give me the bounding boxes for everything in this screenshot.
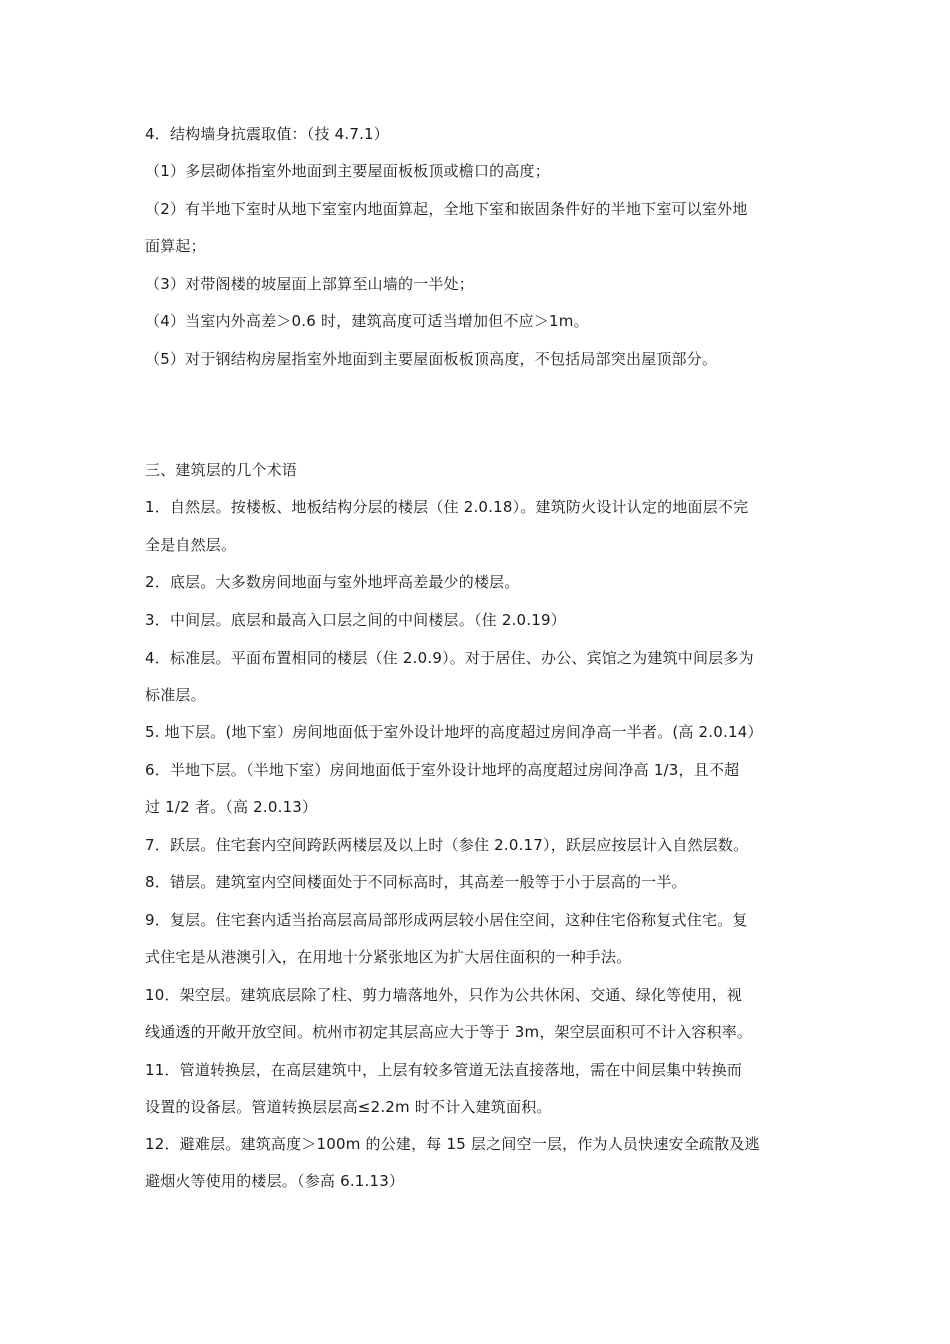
paragraph-line: 标准层。 [145, 686, 206, 704]
paragraph-line: 2．底层。大多数房间地面与室外地坪高差最少的楼层。 [145, 573, 520, 591]
paragraph-line: （4）当室内外高差＞0.6 时，建筑高度可适当增加但不应＞1m。 [145, 312, 589, 330]
paragraph-line: （2）有半地下室时从地下室室内地面算起，全地下室和嵌固条件好的半地下室可以室外地 [145, 200, 748, 218]
section-4-heading: 4．结构墙身抗震取值：（技 4.7.1） [145, 125, 389, 143]
paragraph-line: 线通透的开敞开放空间。杭州市初定其层高应大于等于 3m，架空层面积可不计入容积率。 [145, 1023, 753, 1041]
paragraph-line: 设置的设备层。管道转换层层高≤2.2m 时不计入建筑面积。 [145, 1098, 552, 1116]
paragraph-line: （5）对于钢结构房屋指室外地面到主要屋面板板顶高度，不包括局部突出屋顶部分。 [145, 350, 718, 368]
section-3-heading: 三、建筑层的几个术语 [145, 461, 298, 479]
paragraph-line: 11．管道转换层，在高层建筑中，上层有较多管道无法直接落地，需在中间层集中转换而 [145, 1061, 743, 1079]
paragraph-line: （3）对带阁楼的坡屋面上部算至山墙的一半处； [145, 275, 474, 293]
paragraph-line: 5. 地下层。(地下室）房间地面低于室外设计地坪的高度超过房间净高一半者。(高 2.0.14） [145, 723, 763, 741]
paragraph-line: 过 1/2 者。（高 2.0.13） [145, 798, 318, 816]
paragraph-line: 1．自然层。按楼板、地板结构分层的楼层（住 2.0.18）。建筑防火设计认定的地面层不完 [145, 498, 749, 516]
paragraph-line: 9．复层。住宅套内适当抬高层高局部形成两层较小居住空间，这种住宅俗称复式住宅。复 [145, 911, 748, 929]
paragraph-line: 8．错层。建筑室内空间楼面处于不同标高时，其高差一般等于小于层高的一半。 [145, 873, 687, 891]
paragraph-line: 12．避难层。建筑高度＞100m 的公建，每 15 层之间空一层，作为人员快速安全疏散及逃 [145, 1135, 760, 1153]
paragraph-line: 3．中间层。底层和最高入口层之间的中间楼层。（住 2.0.19） [145, 611, 566, 629]
paragraph-line: 6．半地下层。（半地下室）房间地面低于室外设计地坪的高度超过房间净高 1/3，且不超 [145, 761, 740, 779]
paragraph-line: 4．标准层。平面布置相同的楼层（住 2.0.9）。对于居住、办公、宾馆之为建筑中间层多为 [145, 649, 754, 667]
paragraph-line: 10．架空层。建筑底层除了柱、剪力墙落地外，只作为公共休闲、交通、绿化等使用，视 [145, 986, 743, 1004]
paragraph-line: 全是自然层。 [145, 536, 237, 554]
paragraph-line: 避烟火等使用的楼层。（参高 6.1.13） [145, 1172, 405, 1190]
paragraph-line: （1）多层砌体指室外地面到主要屋面板板顶或檐口的高度； [145, 162, 550, 180]
paragraph-line: 面算起； [145, 237, 206, 255]
paragraph-line: 式住宅是从港澳引入，在用地十分紧张地区为扩大居住面积的一种手法。 [145, 948, 632, 966]
paragraph-line: 7．跃层。住宅套内空间跨跃两楼层及以上时（参住 2.0.17），跃层应按层计入自然层数。 [145, 836, 749, 854]
